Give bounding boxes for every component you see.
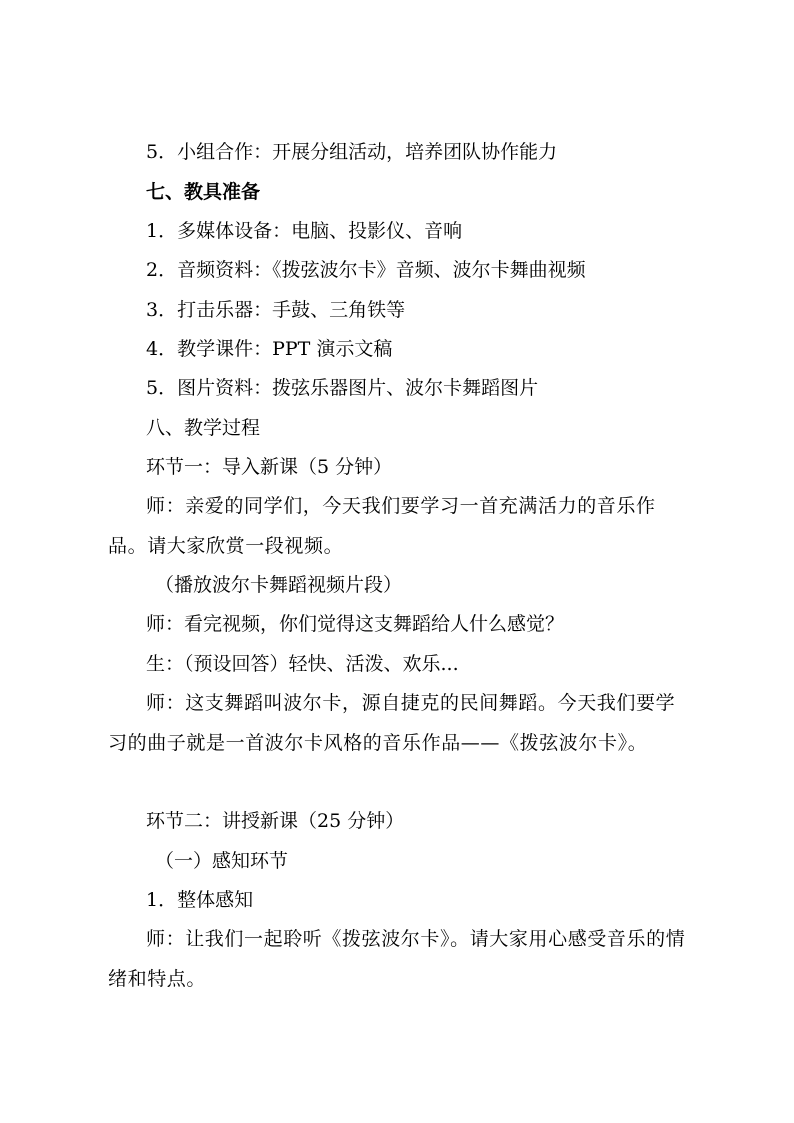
student-answer: 生：（预设回答）轻快、活泼、欢乐...	[146, 653, 459, 675]
teacher-listen-paragraph: 师：让我们一起聆听《拨弦波尔卡》。请大家用心感受音乐的情绪和特点。	[108, 928, 686, 990]
stage-1-heading: 环节一：导入新课（5 分钟）	[146, 456, 393, 478]
prep-item-audio: 2．音频资料：《拨弦波尔卡》音频、波尔卡舞曲视频	[146, 259, 586, 281]
teamwork-item: 5．小组合作：开展分组活动，培养团队协作能力	[146, 141, 558, 163]
stage-direction-video: （播放波尔卡舞蹈视频片段）	[155, 574, 403, 596]
prep-item-pictures: 5．图片资料：拨弦乐器图片、波尔卡舞蹈图片	[146, 377, 539, 399]
teacher-intro-paragraph: 师：亲爱的同学们，今天我们要学习一首充满活力的音乐作品。请大家欣赏一段视频。	[108, 495, 656, 557]
prep-item-multimedia: 1．多媒体设备：电脑、投影仪、音响	[146, 220, 463, 242]
subsection-1-heading: （一）感知环节	[155, 850, 289, 872]
overall-perception-heading: 1．整体感知	[146, 889, 254, 911]
section-8-heading: 八、教学过程	[146, 417, 261, 439]
stage-2-heading: 环节二：讲授新课（25 分钟）	[146, 810, 405, 832]
section-7-heading: 七、教具准备	[146, 181, 261, 203]
prep-item-courseware: 4．教学课件：PPT 演示文稿	[146, 338, 393, 360]
teacher-question: 师：看完视频，你们觉得这支舞蹈给人什么感觉？	[146, 613, 565, 635]
prep-item-percussion: 3．打击乐器：手鼓、三角铁等	[146, 299, 406, 321]
teacher-explain-paragraph: 师：这支舞蹈叫波尔卡，源自捷克的民间舞蹈。今天我们要学习的曲子就是一首波尔卡风格的音乐作品——《拨弦波尔卡》。	[108, 692, 676, 754]
